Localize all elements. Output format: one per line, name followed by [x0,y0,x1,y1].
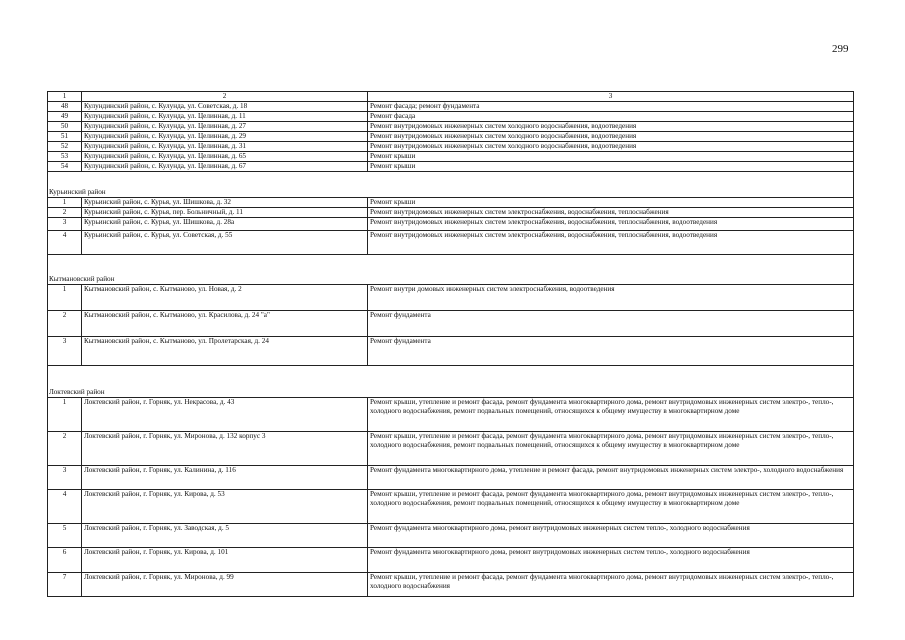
row-address: Локтевский район, г. Горняк, ул. Кирова, д. 101 [82,548,368,573]
row-number: 2 [48,208,82,218]
section-row [48,172,854,198]
row-address: Курьинский район, с. Курья, ул. Шишкова, д. 32 [82,198,368,208]
table-row [48,231,854,255]
row-works: Ремонт фасада; ремонт фундамента [368,102,854,112]
table-row [48,132,854,142]
row-address: Кытмановский район, с. Кытманово, ул. Пролетарская, д. 24 [82,337,368,366]
row-number: 7 [48,573,82,597]
row-number: 2 [48,432,82,466]
row-address: Локтевский район, г. Горняк, ул. Калинина, д. 116 [82,466,368,490]
row-address: Кытмановский район, с. Кытманово, ул. Новая, д. 2 [82,285,368,311]
row-number: 6 [48,548,82,573]
table-row [48,466,854,490]
row-number: 5 [48,524,82,548]
row-number: 4 [48,231,82,255]
row-works: Ремонт внутридомовых инженерных систем электроснабжения, водоснабжения, теплоснабжения, водоотведения [368,218,854,231]
row-number: 3 [48,218,82,231]
row-number: 54 [48,162,82,172]
table-row [48,102,854,112]
row-works: Ремонт фундамента [368,337,854,366]
table-row [48,524,854,548]
page-number: 299 [832,43,849,55]
table-row [48,490,854,524]
row-address: Локтевский район, г. Горняк, ул. Миронова, д. 132 корпус 3 [82,432,368,466]
row-address: Кулундинский район, с. Кулунда, ул. Советская, д. 18 [82,102,368,112]
row-address: Кулундинский район, с. Кулунда, ул. Целинная, д. 29 [82,132,368,142]
row-number: 4 [48,490,82,524]
row-works: Ремонт фундамента многоквартирного дома, ремонт внутридомовых инженерных систем тепло-, холодного водоснабжения [368,548,854,573]
table-row [48,398,854,432]
row-works: Ремонт внутридомовых инженерных систем холодного водоснабжения, водоотведения [368,122,854,132]
header-col-2: 2 [82,92,368,102]
section-row [48,255,854,285]
row-number: 1 [48,198,82,208]
row-works: Ремонт фасада [368,112,854,122]
row-address: Кулундинский район, с. Кулунда, ул. Целинная, д. 27 [82,122,368,132]
table-row [48,122,854,132]
table-body [48,92,854,597]
table-row [48,152,854,162]
row-works: Ремонт крыши [368,198,854,208]
row-works: Ремонт крыши, утепление и ремонт фасада, ремонт фундамента многоквартирного дома, ремонт внутридомовых инженерных систем электро-, тепло-, холодного водоснабжения [368,573,854,597]
row-works: Ремонт внутри домовых инженерных систем электроснабжения, водоотведения [368,285,854,311]
row-address: Кулундинский район, с. Кулунда, ул. Целинная, д. 11 [82,112,368,122]
row-address: Кытмановский район, с. Кытманово, ул. Красилова, д. 24 "а" [82,311,368,337]
row-address: Локтевский район, г. Горняк, ул. Кирова, д. 53 [82,490,368,524]
row-address: Кулундинский район, с. Кулунда, ул. Целинная, д. 67 [82,162,368,172]
row-number: 53 [48,152,82,162]
header-col-3: 3 [368,92,854,102]
header-row [48,92,854,102]
row-works: Ремонт внутридомовых инженерных систем холодного водоснабжения, водоотведения [368,142,854,152]
row-number: 49 [48,112,82,122]
row-works: Ремонт фундамента [368,311,854,337]
row-works: Ремонт внутридомовых инженерных систем холодного водоснабжения, водоотведения [368,132,854,142]
row-address: Локтевский район, г. Горняк, ул. Некрасова, д. 43 [82,398,368,432]
header-col-1: 1 [48,92,82,102]
repair-works-table [47,91,854,597]
table-row [48,311,854,337]
row-number: 3 [48,337,82,366]
row-number: 48 [48,102,82,112]
row-works: Ремонт внутридомовых инженерных систем электроснабжения, водоснабжения, теплоснабжения [368,208,854,218]
section-title: Локтевский район [48,366,854,398]
table-row [48,548,854,573]
table-row [48,337,854,366]
row-works: Ремонт фундамента многоквартирного дома, утепление и ремонт фасада, ремонт внутридомовых инженерных систем электро-, холодного водоснабжения [368,466,854,490]
table-row [48,285,854,311]
row-number: 52 [48,142,82,152]
row-works: Ремонт крыши [368,162,854,172]
row-number: 2 [48,311,82,337]
row-address: Локтевский район, г. Горняк, ул. Заводская, д. 5 [82,524,368,548]
row-address: Локтевский район, г. Горняк, ул. Миронова, д. 99 [82,573,368,597]
table-row [48,198,854,208]
row-works: Ремонт крыши, утепление и ремонт фасада, ремонт фундамента многоквартирного дома, ремонт внутридомовых инженерных систем электро-, тепло-, холодного водоснабжения, ремонт подвальных помещений, относящихся к общему имуществу в многоквартирном доме [368,432,854,466]
row-works: Ремонт фундамента многоквартирного дома, ремонт внутридомовых инженерных систем тепло-, холодного водоснабжения [368,524,854,548]
row-works: Ремонт крыши [368,152,854,162]
row-number: 1 [48,398,82,432]
row-number: 50 [48,122,82,132]
row-address: Кулундинский район, с. Кулунда, ул. Целинная, д. 65 [82,152,368,162]
table-row [48,218,854,231]
row-works: Ремонт крыши, утепление и ремонт фасада, ремонт фундамента многоквартирного дома, ремонт внутридомовых инженерных систем электро-, тепло-, холодного водоснабжения, ремонт подвальных помещений, относящихся к общему имуществу в многоквартирном доме [368,398,854,432]
row-number: 3 [48,466,82,490]
table-row [48,142,854,152]
table-row [48,112,854,122]
row-number: 1 [48,285,82,311]
table-row [48,208,854,218]
section-title: Курьинский район [48,172,854,198]
table-row [48,162,854,172]
row-address: Курьинский район, с. Курья, ул. Шишкова, д. 28а [82,218,368,231]
table-row [48,573,854,597]
section-title: Кытмановский район [48,255,854,285]
table-row [48,432,854,466]
row-address: Курьинский район, с. Курья, пер. Больничный, д. 11 [82,208,368,218]
row-address: Курьинский район, с. Курья, ул. Советская, д. 55 [82,231,368,255]
row-works: Ремонт крыши, утепление и ремонт фасада, ремонт фундамента многоквартирного дома, ремонт внутридомовых инженерных систем электро-, тепло-, холодного водоснабжения, ремонт подвальных помещений, относящихся к общему имуществу в многоквартирном доме [368,490,854,524]
row-number: 51 [48,132,82,142]
row-address: Кулундинский район, с. Кулунда, ул. Целинная, д. 31 [82,142,368,152]
section-row [48,366,854,398]
row-works: Ремонт внутридомовых инженерных систем электроснабжения, водоснабжения, теплоснабжения, водоотведения [368,231,854,255]
